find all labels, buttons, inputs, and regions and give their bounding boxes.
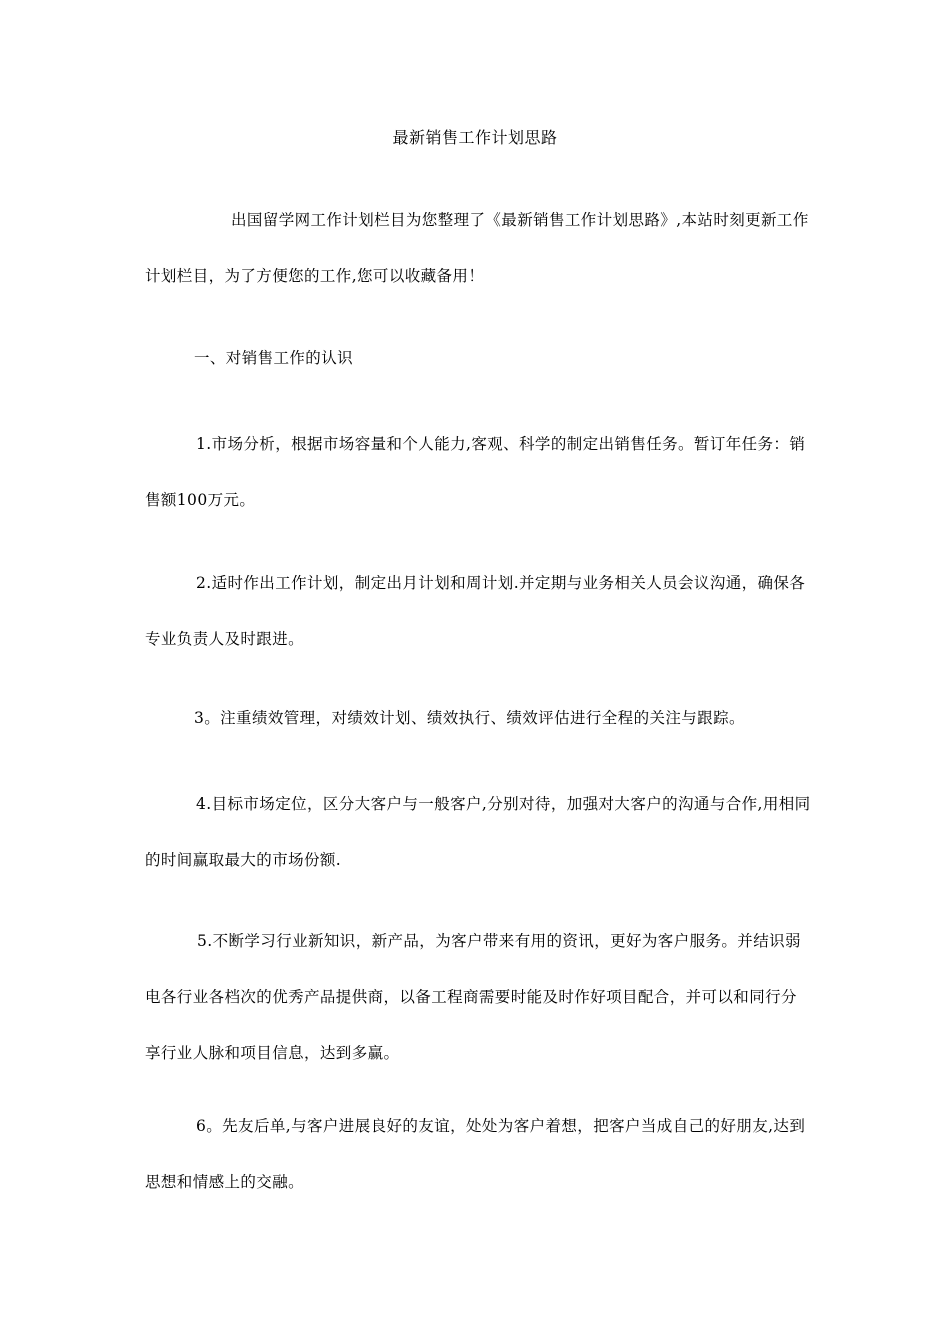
list-item: 4.目标市场定位，区分大客户与一般客户,分别对待，加强对大客户的沟通与合作,用相同的时间赢取最大的市场份额. — [145, 795, 811, 869]
list-item: 3。注重绩效管理，对绩效计划、绩效执行、绩效评估进行全程的关注与跟踪。 — [194, 709, 745, 727]
intro-paragraph: 出国留学网工作计划栏目为您整理了《最新销售工作计划思路》,本站时刻更新工作计划栏目，为了方便您的工作,您可以收藏备用！ — [145, 211, 809, 285]
list-item: 6。先友后单,与客户进展良好的友谊，处处为客户着想，把客户当成自己的好朋友,达到思想和情感上的交融。 — [145, 1117, 806, 1191]
list-item: 2.适时作出工作计划，制定出月计划和周计划.并定期与业务相关人员会议沟通，确保各专业负责人及时跟进。 — [145, 574, 806, 648]
list-item: 5.不断学习行业新知识，新产品，为客户带来有用的资讯，更好为客户服务。并结识弱电各行业各档次的优秀产品提供商，以备工程商需要时能及时作好项目配合，并可以和同行分享行业人脉和项目信息，达到多赢。 — [145, 932, 801, 1062]
list-item: 1.市场分析，根据市场容量和个人能力,客观、科学的制定出销售任务。暂订年任务：销售额100万元。 — [145, 435, 806, 509]
section-heading: 一、对销售工作的认识 — [194, 349, 354, 367]
document-title: 最新销售工作计划思路 — [392, 128, 558, 147]
